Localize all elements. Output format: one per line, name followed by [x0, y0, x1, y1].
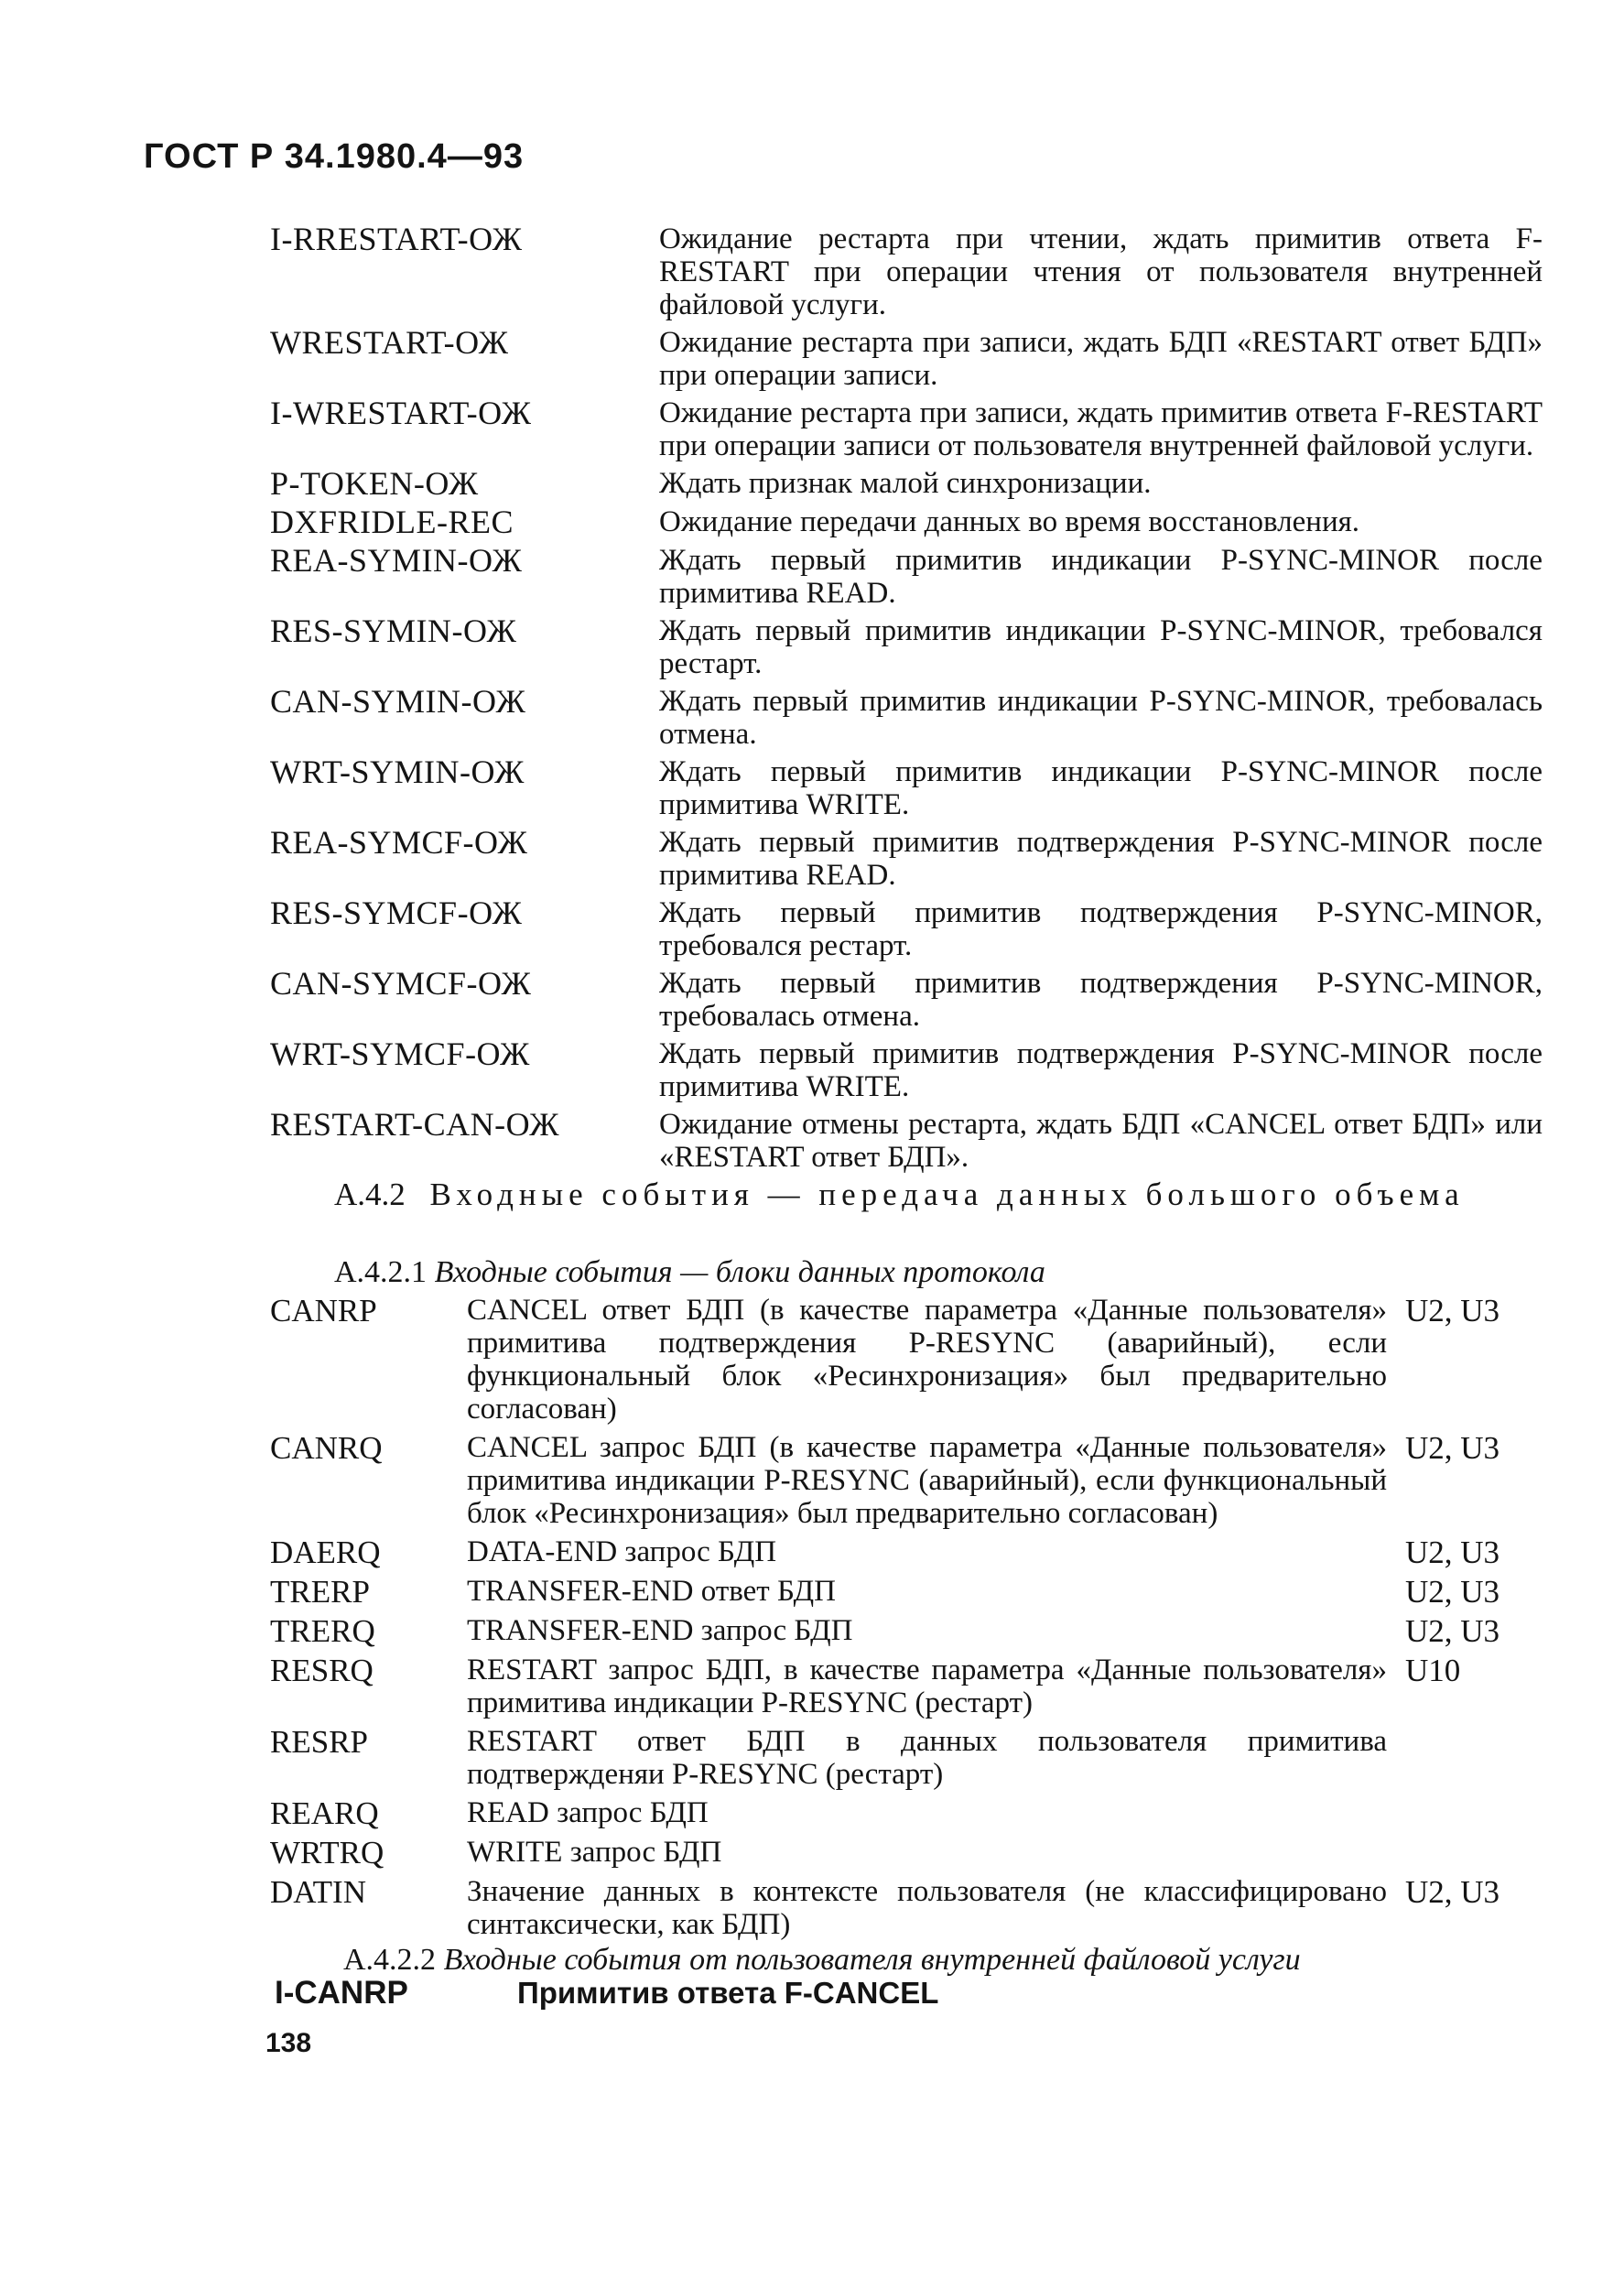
state-name: I-WRESTART-ОЖ — [270, 395, 532, 431]
subsection-title: Входные события — блоки данных протокола — [434, 1255, 1045, 1289]
event-code: REARQ — [270, 1795, 379, 1831]
state-description: Ждать признак малой синхронизации. — [659, 467, 1152, 500]
event-reference: U2, U3 — [1405, 1430, 1500, 1466]
state-name: CAN-SYMIN-ОЖ — [270, 683, 526, 720]
state-row — [270, 1037, 1543, 1103]
event-row — [270, 1294, 1552, 1426]
state-name: REA-SYMIN-ОЖ — [270, 542, 523, 579]
state-description: Ожидание отмены рестарта, ждать БДП «CANCEL ответ БДП» или «RESTART ответ БДП». — [659, 1108, 1543, 1174]
event-row-last — [275, 1976, 938, 2011]
event-reference: U2, U3 — [1405, 1574, 1500, 1610]
event-code: RESRP — [270, 1724, 368, 1760]
state-name: REA-SYMCF-ОЖ — [270, 824, 528, 861]
state-description: Ждать первый примитив подтверждения P-SYNC-MINOR, требовался рестарт. — [659, 896, 1543, 962]
event-description: TRANSFER-END запрос БДП — [467, 1614, 853, 1647]
page-header: ГОСТ Р 34.1980.4—93 — [144, 137, 525, 176]
event-reference: U2, U3 — [1405, 1293, 1500, 1328]
state-row — [270, 967, 1543, 1033]
state-description: Ждать первый примитив индикации P-SYNC-MINOR, требовался рестарт. — [659, 614, 1543, 680]
event-description: Примитив ответа F-CANCEL — [517, 1976, 939, 2010]
state-name: CAN-SYMCF-ОЖ — [270, 965, 532, 1002]
state-row — [270, 326, 1543, 392]
state-row — [270, 222, 1543, 321]
event-code: CANRQ — [270, 1430, 383, 1466]
event-row — [270, 1614, 1552, 1648]
event-code: I-CANRP — [275, 1975, 408, 2011]
state-description: Ждать первый примитив индикации P-SYNC-MINOR, требовалась отмена. — [659, 685, 1543, 751]
event-description: RESTART запрос БДП, в качестве параметра «Данные пользователя» примитива индикации P-RESYNC (рестарт) — [467, 1654, 1387, 1719]
event-code: WRTRQ — [270, 1835, 384, 1871]
state-row — [270, 685, 1543, 751]
state-description: Ожидание передачи данных во время восстановления. — [659, 505, 1360, 538]
state-row — [270, 826, 1543, 892]
state-name: WRT-SYMIN-ОЖ — [270, 754, 525, 790]
event-row — [270, 1836, 1552, 1870]
event-description: CANCEL ответ БДП (в качестве параметра «Данные пользователя» примитива подтверждения P-RESYNC (аварийный), если функциональный блок «Ресинхронизация» был предварительно согласован) — [467, 1294, 1387, 1426]
section-heading — [334, 1177, 1543, 1213]
event-description: DATA-END запрос БДП — [467, 1535, 777, 1568]
state-name: WRT-SYMCF-ОЖ — [270, 1036, 530, 1072]
state-description: Ждать первый примитив подтверждения P-SYNC-MINOR после примитива WRITE. — [659, 1037, 1543, 1103]
subsection-heading-2 — [343, 1942, 1301, 1979]
event-code: TRERP — [270, 1574, 370, 1610]
event-row — [270, 1575, 1552, 1609]
state-row — [270, 544, 1543, 610]
event-description: RESTART ответ БДП в данных пользователя примитива подтвержденяи P-RESYNC (рестарт) — [467, 1725, 1387, 1791]
state-row — [270, 896, 1543, 962]
state-name: WRESTART-ОЖ — [270, 324, 509, 361]
event-code: DATIN — [270, 1874, 366, 1910]
event-reference — [1387, 1836, 1552, 1870]
state-row — [270, 1108, 1543, 1174]
event-reference — [1387, 1725, 1552, 1791]
event-reference: U2, U3 — [1405, 1874, 1500, 1910]
event-row — [270, 1535, 1552, 1569]
event-reference: U2, U3 — [1405, 1613, 1500, 1649]
event-reference: U10 — [1405, 1653, 1461, 1688]
event-code: CANRP — [270, 1293, 377, 1328]
state-row — [270, 755, 1543, 821]
state-name: RES-SYMIN-ОЖ — [270, 613, 517, 649]
state-description: Ждать первый примитив индикации P-SYNC-MINOR после примитива READ. — [659, 544, 1543, 610]
state-row — [270, 396, 1543, 462]
subsection-number: А.4.2.1 — [334, 1255, 428, 1289]
event-row — [270, 1796, 1552, 1830]
state-name: DXFRIDLE-REC — [270, 504, 514, 540]
section-number: А.4.2 — [334, 1177, 406, 1212]
state-description: Ждать первый примитив индикации P-SYNC-MINOR после примитива WRITE. — [659, 755, 1543, 821]
state-description: Ждать первый примитив подтверждения P-SYNC-MINOR после примитива READ. — [659, 826, 1543, 892]
subsection-number: А.4.2.2 — [343, 1943, 437, 1977]
events-table — [270, 1294, 1552, 1946]
state-row — [270, 614, 1543, 680]
event-row — [270, 1431, 1552, 1530]
state-description: Ожидание рестарта при чтении, ждать примитив ответа F-RESTART при операции чтения от пользователя внутренней файловой услуги. — [659, 222, 1543, 321]
state-description: Ожидание рестарта при записи, ждать БДП «RESTART ответ БДП» при операции записи. — [659, 326, 1543, 392]
event-code: TRERQ — [270, 1613, 375, 1649]
state-row — [270, 467, 1543, 501]
event-code: DAERQ — [270, 1534, 381, 1570]
state-name: P-TOKEN-ОЖ — [270, 465, 479, 502]
section-title: Входные события — передача данных большого объема — [429, 1177, 1465, 1212]
state-name: RES-SYMCF-ОЖ — [270, 895, 523, 931]
event-description: WRITE запрос БДП — [467, 1836, 722, 1869]
state-list — [270, 222, 1543, 1178]
event-row — [270, 1725, 1552, 1791]
state-description: Ждать первый примитив подтверждения P-SYNC-MINOR, требовалась отмена. — [659, 967, 1543, 1033]
event-code: RESRQ — [270, 1653, 374, 1688]
state-description: Ожидание рестарта при записи, ждать примитив ответа F-RESTART при операции записи от пользователя внутренней файловой услуги. — [659, 396, 1543, 462]
subsection-title: Входные события от пользователя внутренней файловой услуги — [443, 1943, 1301, 1977]
state-row — [270, 505, 1543, 539]
page-number: 138 — [265, 2028, 312, 2058]
event-description: READ запрос БДП — [467, 1796, 709, 1829]
event-reference: U2, U3 — [1405, 1534, 1500, 1570]
event-reference — [1387, 1796, 1552, 1830]
event-description: TRANSFER-END ответ БДП — [467, 1575, 836, 1608]
state-name: RESTART-CAN-ОЖ — [270, 1106, 560, 1143]
subsection-heading-1 — [334, 1254, 1045, 1291]
event-row — [270, 1654, 1552, 1719]
state-name: I-RRESTART-ОЖ — [270, 221, 523, 257]
event-description: Значение данных в контексте пользователя (не классифицировано синтаксически, как БДП) — [467, 1875, 1387, 1941]
event-description: CANCEL запрос БДП (в качестве параметра «Данные пользователя» примитива индикации P-RESYNC (аварийный), если функциональный блок «Ресинхронизация» был предварительно согласован) — [467, 1431, 1387, 1530]
event-row — [270, 1875, 1552, 1941]
